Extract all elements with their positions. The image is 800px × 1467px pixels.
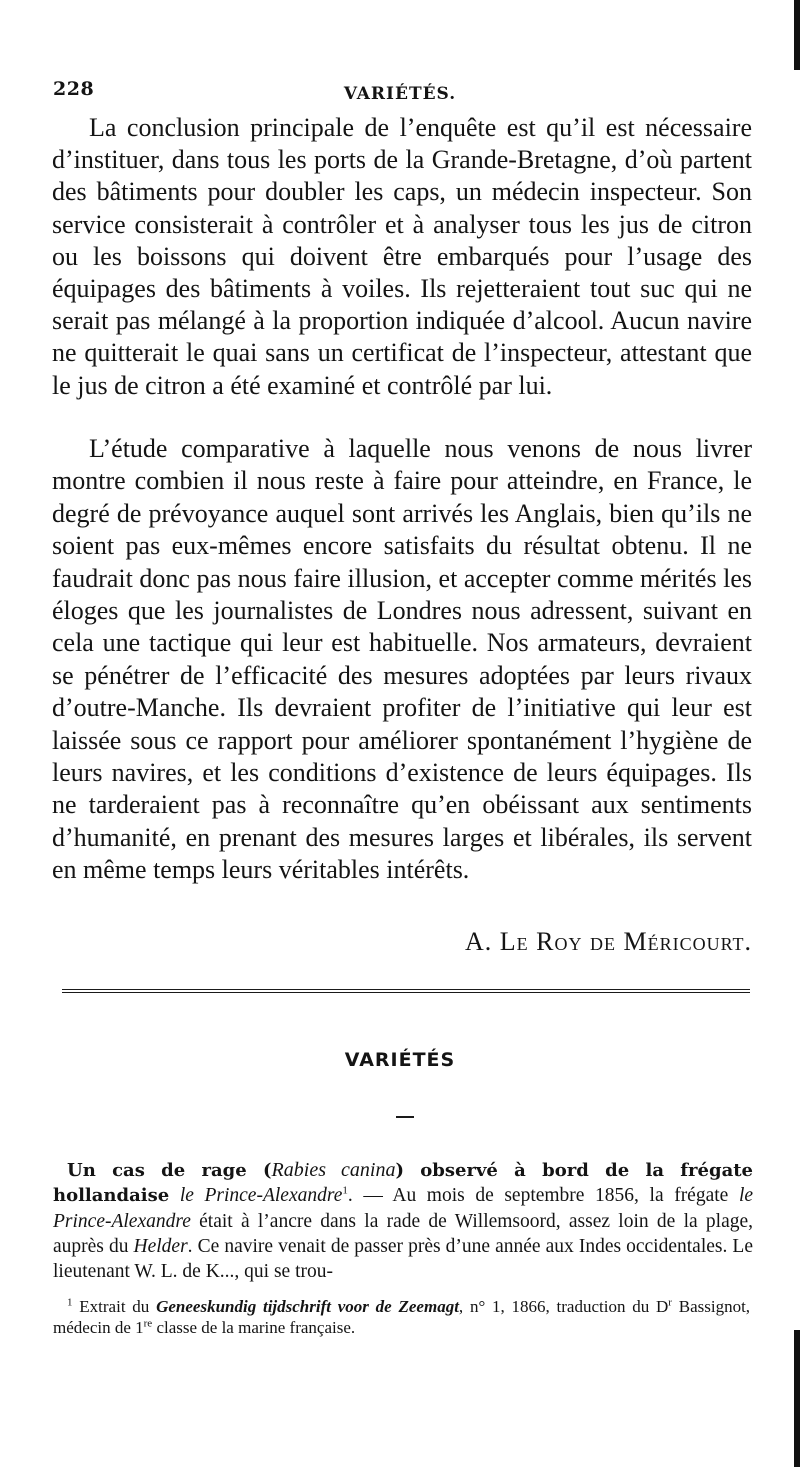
article-text-1: . — Au mois de septembre 1856, la frégate bbox=[347, 1185, 729, 1207]
article-title-part1: Un cas de rage ( bbox=[67, 1160, 272, 1181]
footnote-text-3: Bassignot, médecin de 1 bbox=[53, 1297, 751, 1337]
footnote-text-4: classe de la marine française. bbox=[156, 1318, 356, 1337]
section-divider bbox=[62, 989, 750, 993]
article-paragraph bbox=[53, 1158, 753, 1284]
footnote-reference[interactable]: 1 bbox=[342, 1184, 348, 1197]
section-title: VARIÉTÉS bbox=[344, 1049, 456, 1071]
article-title-latin: Rabies canina bbox=[271, 1159, 396, 1181]
place-name: Helder bbox=[133, 1235, 188, 1257]
paragraph-2-block bbox=[52, 433, 752, 887]
article-intro bbox=[53, 1158, 753, 1284]
footnote-sup-dr: r bbox=[668, 1296, 672, 1309]
page-edge-top bbox=[794, 0, 800, 70]
author-signature: A. Le Roy de Méricourt. bbox=[464, 927, 752, 956]
page-edge-bottom bbox=[794, 1330, 800, 1467]
paragraph-1: La conclusion principale de l’enquête est qu’il est nécessaire d’instituer, dans tous les ports de la Grande-Bretagne, d’où partent des bâtiments pour doubler les caps, un médecin inspecteur. Son service consisterait à contrôler et à analyser tous les jus de citron ou les boissons qui doivent être embarqués pour l’usage des équipages des bâtiments à voiles. Ils rejetteraient tout suc qui ne serait pas mélangé à la proportion indiquée d’alcool. Aucun navire ne quitterait le quai sans un certificat de l’inspecteur, attestant que le jus de citron a été examiné et contrôlé par lui. bbox=[52, 113, 752, 400]
footnote-sup-class: re bbox=[143, 1317, 153, 1330]
footnote-text-1: Extrait du bbox=[79, 1297, 150, 1316]
footnote bbox=[53, 1296, 750, 1338]
paragraph-2: L’étude comparative à laquelle nous venons de nous livrer montre combien il nous reste à faire pour atteindre, en France, le degré de prévoyance auquel sont arrivés les Anglais, bien qu’ils ne soient pas eux-mêmes encore satisfaits du résultat obtenu. Il ne faudrait donc pas nous faire illusion, et accepter comme mérités les éloges que les journalistes de Londres nous adressent, suivant en cela une tactique qui leur est habituelle. Nos armateurs, devraient se pénétrer de l’efficacité des mesures adoptées par leurs rivaux d’outre-Manche. Ils devraient profiter de l’initiative qui leur est laissée sous ce rapport pour améliorer spontanément l’hygiène de leurs navires, et les conditions d’existence de leurs équipages. Ils ne tarderaient pas à reconnaître qu’en obéissant aux sentiments d’humanité, en prenant des mesures larges et libérales, ils servent en même temps leurs véritables intérêts. bbox=[52, 434, 752, 885]
running-head: VARIÉTÉS. bbox=[343, 84, 457, 104]
section-dash bbox=[396, 1116, 414, 1118]
footnote-paragraph bbox=[53, 1296, 750, 1338]
article-title-part2: ) observé à bord de la frégate hollandaise bbox=[53, 1160, 753, 1207]
article-text-2: était à l’ancre dans la rade de Willemsoord, assez loin de la plage, auprès du bbox=[53, 1210, 753, 1257]
page-number: 228 bbox=[53, 78, 95, 100]
footnote-text-2: , n° 1, 1866, traduction du D bbox=[458, 1297, 669, 1316]
article-text-3: . Ce navire venait de passer près d’une année aux Indes occidentales. Le lieutenant W. L. de K..., qui se trou- bbox=[53, 1235, 753, 1283]
footnote-journal: Geneeskundig tijdschrift voor de Zeemagt bbox=[156, 1297, 459, 1316]
footnote-marker: 1 bbox=[67, 1296, 73, 1309]
ship-name: le Prince-Alexandre bbox=[179, 1185, 343, 1207]
ship-name-2: le Prince-Alexandre bbox=[53, 1185, 754, 1232]
paragraph-1-block bbox=[52, 112, 752, 402]
